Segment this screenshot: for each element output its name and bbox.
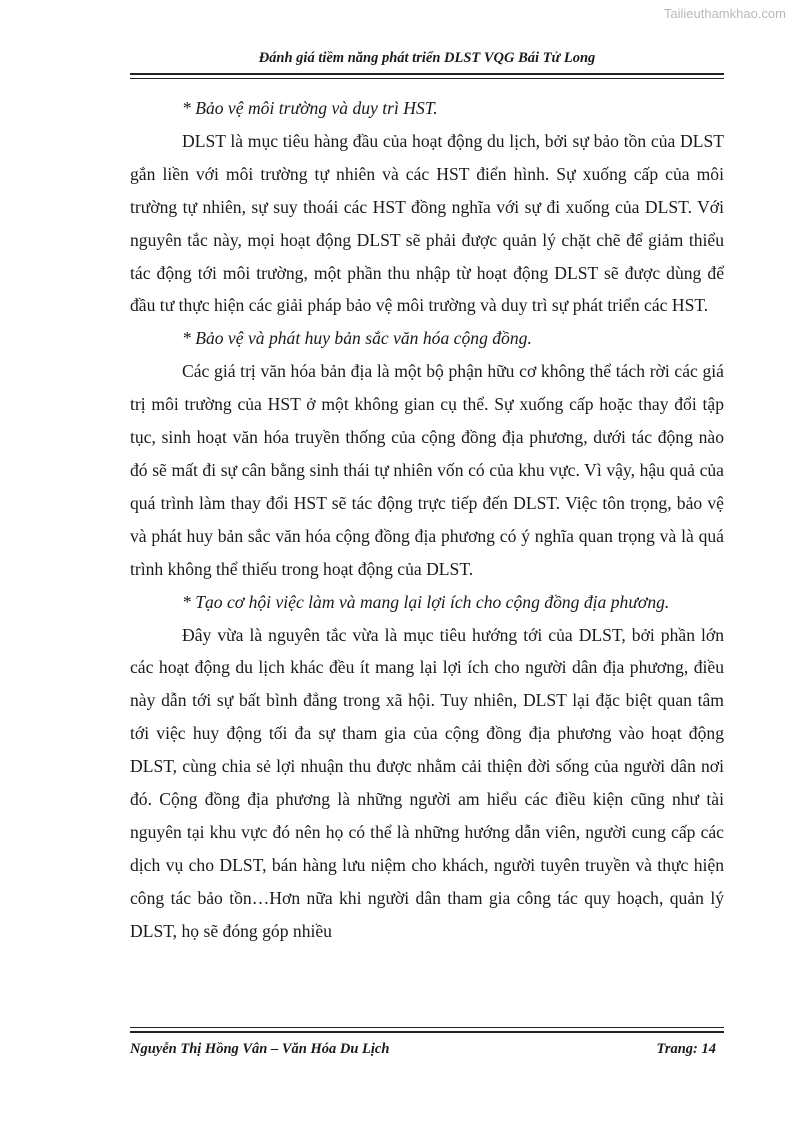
section-heading-culture: * Bảo vệ và phát huy bản sắc văn hóa cộng đồng. <box>182 328 532 349</box>
header-rule-thin <box>130 78 724 79</box>
watermark: Tailieuthamkhao.com <box>663 6 786 21</box>
document-body <box>130 92 724 948</box>
page-number: Trang: 14 <box>656 1041 716 1057</box>
footer-rule-thick <box>130 1031 724 1033</box>
header-rule-thick <box>130 73 724 75</box>
paragraph-environment: DLST là mục tiêu hàng đầu của hoạt động du lịch, bởi sự bảo tồn của DLST gắn liền với môi trường tự nhiên và các HST điển hình. Sự xuống cấp của môi trường tự nhiên, sự suy thoái các HST đồng nghĩa với sự đi xuống của DLST. Với nguyên tắc này, mọi hoạt động DLST sẽ phải được quản lý chặt chẽ để giảm thiểu tác động tới môi trường, một phần thu nhập từ hoạt động DLST sẽ được dùng để đầu tư thực hiện các giải pháp bảo vệ môi trường và duy trì sự phát triển các HST. <box>130 130 724 316</box>
footer-author: Nguyễn Thị Hồng Vân – Văn Hóa Du Lịch <box>130 1041 390 1057</box>
section-heading-community: * Tạo cơ hội việc làm và mang lại lợi ích cho cộng đồng địa phương. <box>182 591 670 612</box>
footer-rule-thin <box>130 1027 724 1028</box>
paragraph-community: Đây vừa là nguyên tắc vừa là mục tiêu hướng tới của DLST, bởi phần lớn các hoạt động du lịch khác đều ít mang lại lợi ích cho người dân địa phương, điều này dẫn tới sự bất bình đẳng trong xã hội. Tuy nhiên, DLST lại đặc biệt quan tâm tới việc huy động tối đa sự tham gia của cộng đồng địa phương vào hoạt động DLST, cùng chia sẻ lợi nhuận thu được nhằm cải thiện đời sống của người dân nơi đó. Cộng đồng địa phương là những người am hiểu các điều kiện cũng như tài nguyên tại khu vực đó nên họ có thể là những hướng dẫn viên, người cung cấp các dịch vụ cho DLST, bán hàng lưu niệm cho khách, người tuyên truyền và thực hiện công tác bảo tồn…Hơn nữa khi người dân tham gia công tác quy hoạch, quản lý DLST, họ sẽ đóng góp nhiều <box>130 624 724 941</box>
page-header-title: Đánh giá tiềm năng phát triển DLST VQG Bái Tử Long <box>258 50 596 66</box>
paragraph-culture: Các giá trị văn hóa bản địa là một bộ phận hữu cơ không thể tách rời các giá trị môi trường của HST ở một không gian cụ thể. Sự xuống cấp hoặc thay đổi tập tục, sinh hoạt văn hóa truyền thống của cộng đồng địa phương, dưới tác động nào đó sẽ mất đi sự cân bằng sinh thái tự nhiên vốn có của khu vực. Vì vậy, hậu quả của quá trình làm thay đổi HST sẽ tác động trực tiếp đến DLST. Việc tôn trọng, bảo vệ và phát huy bản sắc văn hóa cộng đồng địa phương có ý nghĩa quan trọng và là quá trình không thể thiếu trong hoạt động của DLST. <box>130 361 724 579</box>
section-heading-environment: * Bảo vệ môi trường và duy trì HST. <box>182 98 438 118</box>
